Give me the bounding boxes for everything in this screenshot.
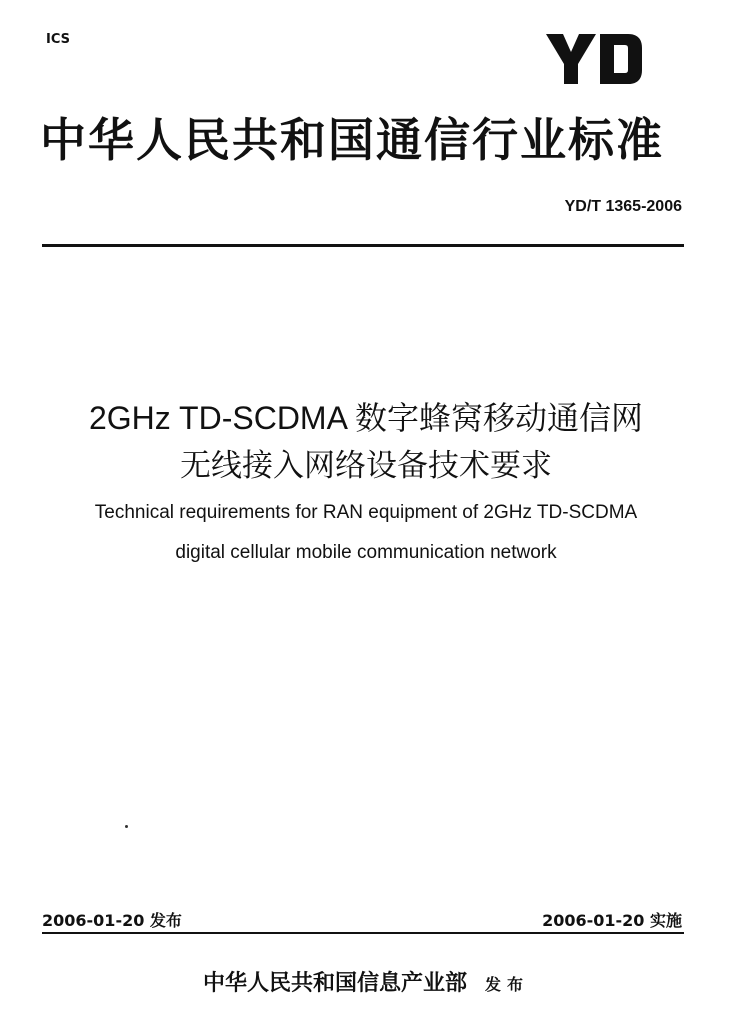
yd-logo	[546, 34, 642, 84]
english-title-line-1: Technical requirements for RAN equipment of 2GHz TD-SCDMA	[94, 502, 638, 523]
standard-number: YD/T 1365-2006	[564, 198, 682, 215]
chinese-title-line-2: 无线接入网络设备技术要求	[180, 448, 552, 484]
implement-date: 2006-01-20 实施	[542, 911, 682, 930]
chinese-title-line-1: 2GHz TD-SCDMA 数字蜂窝移动通信网	[88, 400, 644, 436]
bottom-divider	[42, 932, 684, 934]
ics-label: ICS	[46, 32, 70, 47]
top-divider	[42, 244, 684, 247]
publisher-name: 中华人民共和国信息产业部	[202, 970, 467, 996]
english-title-line-2: digital cellular mobile communication network	[175, 542, 557, 563]
speck-mark	[125, 825, 128, 828]
publisher-suffix: 发布	[485, 975, 530, 994]
industry-standard-title: 中华人民共和国通信行业标准	[40, 113, 664, 167]
publisher-line	[0, 966, 732, 997]
publish-date: 2006-01-20 发布	[42, 911, 182, 930]
